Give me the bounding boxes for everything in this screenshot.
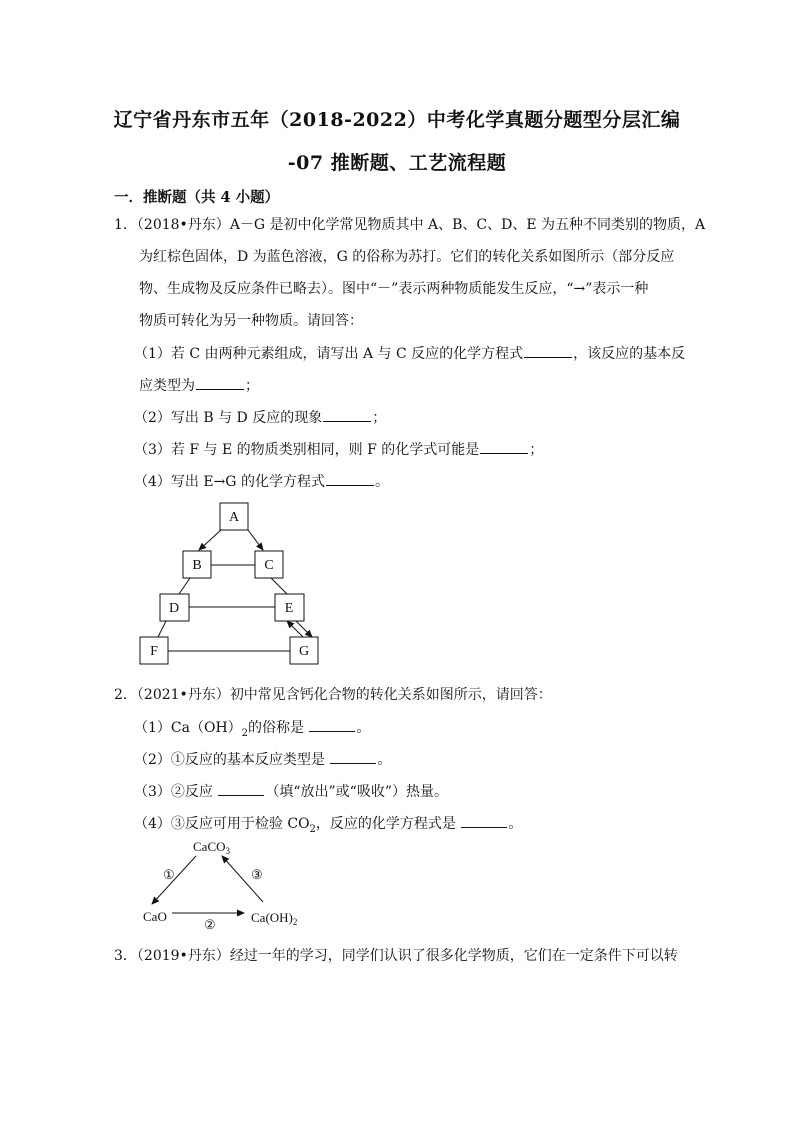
q1-node-d-box: [160, 594, 189, 621]
q2-node-cao: CaO: [143, 909, 167, 924]
q1-node-g-box: [290, 637, 318, 664]
q1-sub-1-cont: [139, 375, 259, 396]
q1-node-e-box: [275, 594, 304, 621]
q2-number: 2．: [114, 687, 137, 703]
q1-line-d-f: [158, 621, 166, 637]
document-title-line-2: -07 推断题、工艺流程题: [287, 152, 507, 174]
q1-answer-blank-5[interactable]: [326, 471, 374, 486]
q2-answer-blank-3[interactable]: [218, 781, 264, 796]
q1-sub3-text: （3）若 F 与 E 的物质类别相同，则 F 的化学式可能是: [134, 442, 480, 458]
q1-node-f-label: F: [150, 644, 158, 659]
q1-node-d-label: D: [168, 601, 180, 616]
q2-sub3-text: （3）②反应: [134, 784, 218, 800]
q2-sub4-text-c: 。: [508, 816, 523, 832]
document-title-line-1: 辽宁省丹东市五年（2018-2022）中考化学真题分题型分层汇编: [113, 109, 681, 131]
q2-sub1-text: （1）Ca（OH）: [134, 720, 242, 736]
q2-source: （2021•丹东）: [136, 687, 230, 703]
q1-sub-1: [134, 343, 685, 364]
q2-sub-3: [134, 781, 448, 802]
q3-stem-line-1: [114, 946, 678, 966]
q1-sub1-text-b: ，该反应的基本反: [573, 346, 686, 362]
q2-sub2-text-b: 。: [377, 752, 392, 768]
q2-sub4-text-b: ，反应的化学方程式是: [315, 816, 461, 832]
q2-sub-1: [134, 717, 370, 744]
q1-number: 1．: [114, 217, 137, 233]
q1-line-b-d: [179, 578, 190, 594]
q1-line-c-e: [271, 578, 287, 594]
q1-node-b-label: B: [192, 558, 202, 573]
q2-arrow-1: [152, 856, 196, 904]
q1-node-g-label: G: [298, 644, 310, 659]
q2-answer-blank-1[interactable]: [309, 717, 355, 732]
q2-stem: [114, 685, 552, 705]
q1-stem-text-1: A－G 是初中化学常见物质其中 A、B、C、D、E 为五种不同类别的物质，A: [229, 217, 706, 233]
q1-node-c-label: C: [264, 558, 274, 573]
section-heading: 一．推断题（共 4 小题）: [114, 189, 280, 206]
q2-node-caoh2: $Ca(OH)_2$: [251, 910, 298, 927]
q2-stem-text: 初中常见含钙化合物的转化关系如图所示，请回答：: [229, 687, 552, 703]
q1-sub-3: [134, 439, 543, 460]
q1-node-f-box: [140, 637, 168, 664]
q2-answer-blank-4[interactable]: [461, 813, 507, 828]
q2-label-2: ②: [204, 917, 216, 932]
q2-sub1-subscript: 2: [241, 727, 249, 739]
q2-answer-blank-2[interactable]: [330, 749, 376, 764]
q1-sub2-text: （2）写出 B 与 D 反应的现象: [134, 410, 323, 426]
q1-node-a-box: [220, 503, 248, 530]
q1-stem-line-3: 物、生成物及反应条件已略去）。图中“－”表示两种物质能发生反应，“→”表示一种: [139, 281, 649, 297]
q2-sub1-text-b: 的俗称是: [248, 720, 309, 736]
q2-label-3: ③: [251, 867, 263, 882]
q2-sub3-text-b: （填“放出”或“吸收”）热量。: [265, 784, 448, 800]
q3-source: （2019•丹东）: [136, 948, 230, 964]
q2-sub-2: [134, 749, 391, 770]
q1-stem-line-4: 物质可转化为另一种物质。请回答：: [139, 313, 363, 329]
q1-sub-2: [134, 407, 386, 428]
q1-sub1-text-c: 应类型为: [139, 378, 195, 394]
q1-sub4-text-b: 。: [374, 474, 389, 490]
q1-node-a-label: A: [228, 510, 240, 525]
q1-sub4-text: （4）写出 E→G 的化学方程式: [134, 474, 325, 490]
q2-label-1: ①: [163, 867, 175, 882]
q2-sub1-text-c: 。: [356, 720, 371, 736]
q1-sub1-text-d: ；: [245, 378, 259, 394]
q1-answer-blank-2[interactable]: [196, 375, 244, 390]
q1-arrow-a-b: [199, 530, 221, 550]
q1-source: （2018•丹东）: [136, 217, 230, 233]
q1-sub3-text-b: ；: [529, 442, 544, 458]
q2-node-caco3: CaCO$_3$: [193, 839, 230, 856]
q2-arrow-3: [222, 856, 263, 902]
q1-stem-line-2: 为红棕色固体，D 为蓝色溶液，G 的俗称为苏打。它们的转化关系如图所示（部分反应: [139, 249, 675, 265]
q1-arrow-g-e: [287, 621, 303, 637]
q1-answer-blank-4[interactable]: [480, 439, 528, 454]
q2-sub4-text: （4）③反应可用于检验 CO: [134, 816, 310, 832]
q1-stem-line-1: [114, 215, 705, 235]
q2-sub4-subscript: 2: [309, 823, 316, 835]
q2-sub-4: [134, 813, 522, 840]
q2-sub2-text: （2）①反应的基本反应类型是: [134, 752, 330, 768]
q3-stem-text: 经过一年的学习，同学们认识了很多化学物质，它们在一定条件下可以转: [229, 948, 678, 964]
q1-sub2-text-b: ；: [372, 410, 387, 426]
q1-node-e-label: E: [284, 601, 294, 616]
q1-arrow-e-g: [296, 621, 312, 637]
q1-sub1-text: （1）若 C 由两种元素组成，请写出 A 与 C 反应的化学方程式: [134, 346, 524, 362]
q1-answer-blank-3[interactable]: [323, 407, 371, 422]
q1-sub-4: [134, 471, 389, 492]
q1-node-c-box: [255, 551, 283, 578]
q3-number: 3．: [114, 948, 137, 964]
q1-arrow-a-c: [248, 530, 263, 550]
q1-answer-blank-1[interactable]: [524, 343, 572, 358]
q1-node-b-box: [183, 551, 211, 578]
